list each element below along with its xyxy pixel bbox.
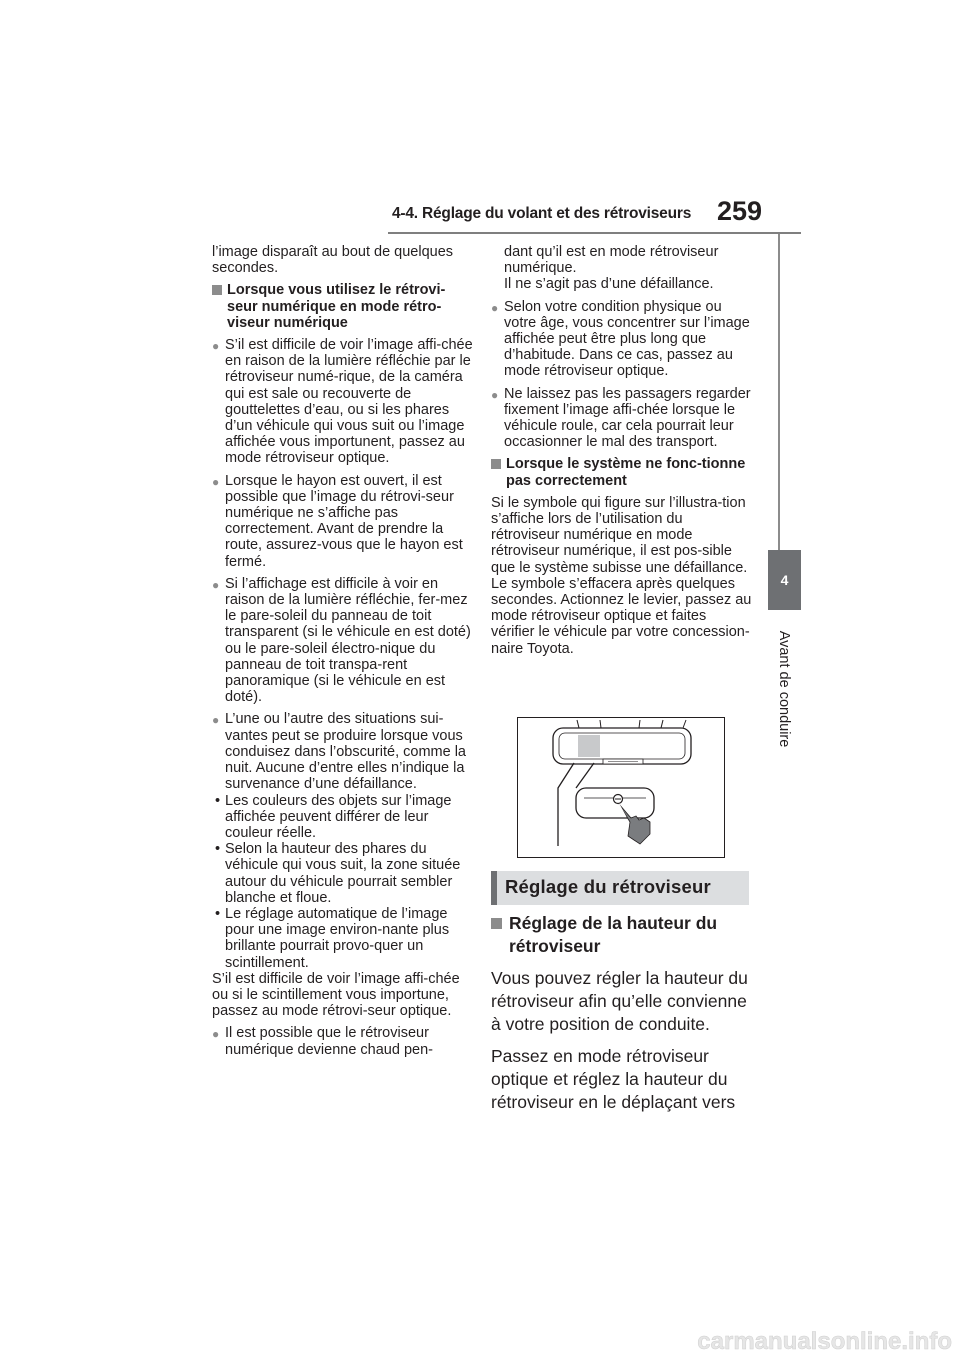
section-title: Réglage du rétroviseur — [505, 876, 711, 897]
dot-marker-icon: • — [215, 905, 221, 922]
sub-list-item-text: Selon la hauteur des phares du véhicule qui vous suit, la zone située autour du véhicule pourrait sembler blanche et floue. — [225, 841, 461, 906]
square-bullet-icon — [212, 285, 222, 295]
dot-marker-icon: • — [215, 792, 221, 809]
height-adjust-para-2: Passez en mode rétroviseur optique et réglez la hauteur du rétroviseur en le déplaçant vers — [491, 1046, 736, 1112]
page-number: 259 — [717, 196, 763, 226]
mirror-illustration — [517, 717, 725, 858]
chapter-title — [767, 614, 801, 764]
subsection-heading-text: Lorsque vous utilisez le rétrovi-seur numérique en mode rétro-viseur numérique — [227, 282, 446, 331]
section-banner-accent — [491, 871, 497, 905]
malfunction-paragraph: Si le symbole qui figure sur l’illustra-tion s’affiche lors de l’utilisation du rétroviseur numérique en mode rétroviseur numérique, il est pos-sible que le système subisse une défaillance. Le symbole s’effacera après quelques secondes. Actionnez le levier, passez au mode rétroviseur optique et faites vérifier le véhicule par votre concession-naire Toyota. — [491, 494, 752, 657]
subsection-heading — [212, 282, 474, 331]
height-adjust-heading-text: Réglage de la hauteur du rétroviseur — [509, 913, 718, 956]
list-item-text: Ne laissez pas les passagers regarder fixement l’image affi-chée lorsque le véhicule roule, car cela pourrait leur occasionner le mal des transport. — [504, 385, 751, 451]
sub-list-item — [212, 841, 474, 906]
list-item — [491, 299, 753, 380]
dot-marker-icon: • — [215, 841, 221, 858]
circle-bullet-icon: ● — [491, 300, 499, 315]
list-item — [212, 711, 474, 792]
circle-bullet-icon: ● — [212, 339, 220, 354]
list-item — [212, 1025, 474, 1057]
subsection-heading — [491, 456, 753, 488]
list-item-text: Selon votre condition physique ou votre âge, vous concentrer sur l’image affichée peut être plus long que d’habitude. Dans ce cas, passez au mode rétroviseur optique. — [504, 298, 750, 380]
list-item — [212, 473, 474, 570]
height-adjust-para-1: Vous pouvez régler la hauteur du rétroviseur afin qu’elle convienne à votre position de conduite. — [491, 968, 748, 1034]
chapter-title-text: Avant de conduire — [776, 630, 792, 748]
sub-list-item — [212, 906, 474, 971]
right-column — [491, 244, 753, 663]
watermark-logo — [0, 1328, 960, 1358]
continued-text: dant qu’il est en mode rétroviseur numérique. — [504, 244, 719, 277]
header-title: 4-4. Réglage du volant et des rétroviseurs — [392, 205, 692, 222]
subsection-heading-text: Lorsque le système ne fonc-tionne pas correctement — [506, 456, 746, 489]
sub-list-item-text: Les couleurs des objets sur l’image affichée peuvent différer de leur couleur réelle. — [225, 792, 452, 841]
header-rule — [388, 232, 801, 234]
list-item-text: Lorsque le hayon est ouvert, il est possible que l’image du rétrovi-seur numérique ne s’affiche pas correctement. Avant de prendre la route, assurez-vous que le hayon est fermé. — [225, 472, 463, 570]
mirror-lever-drawing — [518, 718, 724, 857]
list-item-text: L’une ou l’autre des situations sui-vantes peut se produire lorsque vous conduisez dans l’obscurité, comme la nuit. Aucune d’entre elles n’indique la survenance d’une défaillance. — [225, 711, 466, 793]
list-item-text: Si l’affichage est difficile à voir en raison de la lumière réfléchie, fer-mez le pare-soleil du panneau de toit transparent (si le véhicule en est doté) ou le pare-soleil électro-nique du panneau de toit transpa-rent panoramique (si le véhicule en est doté). — [225, 575, 471, 706]
sub-list-item-text: Le réglage automatique de l’image pour une image environ-nante plus brillante pourrait provo-quer un scintillement. — [225, 905, 450, 971]
sub-list-item — [212, 793, 474, 842]
continued-text-2: Il ne s’agit pas d’une défaillance. — [504, 276, 714, 293]
height-adjust-heading — [491, 912, 756, 958]
circle-bullet-icon: ● — [212, 474, 220, 489]
list-item — [212, 337, 474, 467]
height-adjust-block — [491, 912, 756, 1123]
list-item — [491, 386, 753, 451]
svg-text:carmanualsonline.info: carmanualsonline.info — [697, 1328, 952, 1355]
section-banner — [491, 871, 749, 905]
circle-bullet-icon: ● — [212, 577, 220, 592]
intro-text: l’image disparaît au bout de quelques secondes. — [212, 244, 454, 277]
left-column — [212, 244, 474, 1064]
list-item — [212, 576, 474, 706]
list-item-text: Il est possible que le rétroviseur numérique devienne chaud pen- — [225, 1025, 433, 1058]
square-bullet-icon — [491, 459, 501, 469]
sub-note: S’il est difficile de voir l’image affi-chée ou si le scintillement vous importune, passez au mode rétrovi-seur optique. — [212, 970, 460, 1020]
list-item-text: S’il est difficile de voir l’image affi-chée en raison de la lumière réfléchie par le rétroviseur numé-rique, de la caméra qui est sale ou recouverte de gouttelettes d’eau, ou si les phares d’un véhicule qui vous suit ou l’image affichée vous importunent, passez au mode rétroviseur optique. — [225, 337, 473, 467]
watermark — [0, 1328, 960, 1358]
circle-bullet-icon: ● — [212, 1027, 220, 1042]
circle-bullet-icon: ● — [491, 387, 499, 402]
side-tab-line — [778, 234, 780, 550]
square-bullet-icon — [491, 918, 502, 929]
chapter-number-tab[interactable]: 4 — [768, 550, 801, 610]
circle-bullet-icon: ● — [212, 713, 220, 728]
